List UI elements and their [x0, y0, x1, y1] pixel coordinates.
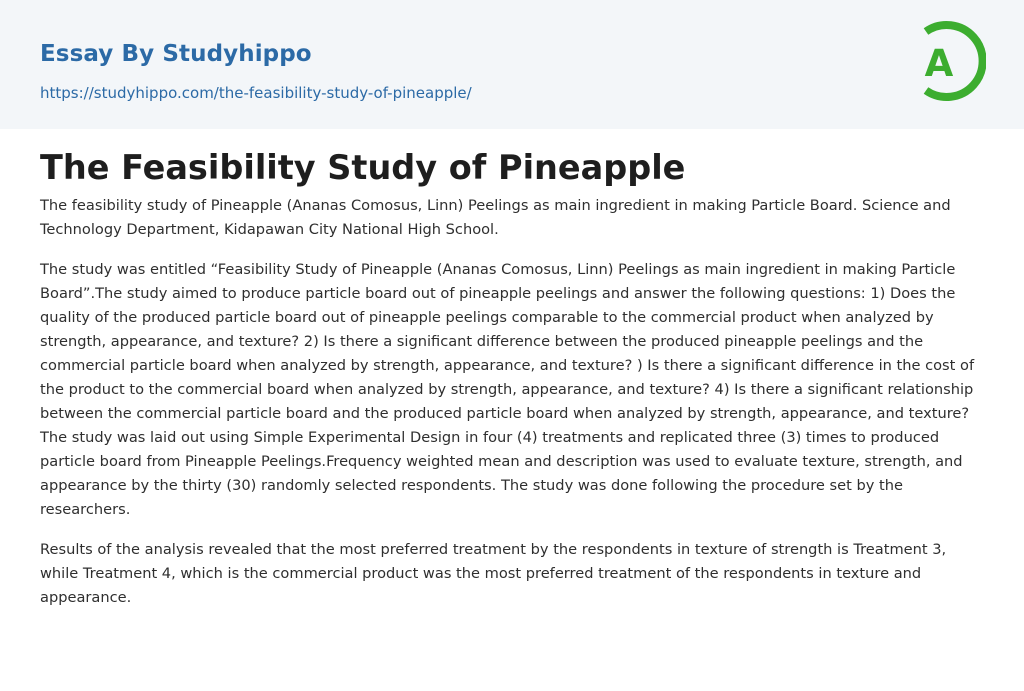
source-url-link[interactable]: https://studyhippo.com/the-feasibility-study-of-pineapple/ [40, 84, 472, 102]
logo-letter: A [924, 42, 954, 85]
page-title: The Feasibility Study of Pineapple [40, 148, 686, 187]
article-paragraph: The study was entitled “Feasibility Study of Pineapple (Ananas Comosus, Linn) Peelings as main ingredient in making Particle Board”.The study aimed to produce particle board out of pineapple peelings and answer the following questions: 1) Does the quality of the produced particle board out of pineapple peelings comparable to the commercial product when analyzed by strength, appearance, and texture? 2) Is there a significant difference between the produced pineapple peelings and the commercial particle board when analyzed by strength, appearance, and texture? ) Is there a significant difference in the cost of the product to the commercial board when analyzed by strength, appearance, and texture? 4) Is there a significant relationship between the commercial particle board and the produced particle board when analyzed by strength, appearance, and texture? The study was laid out using Simple Experimental Design in four (4) treatments and replicated three (3) times to produced particle board from Pineapple Peelings.Frequency weighted mean and description was used to evaluate texture, strength, and appearance by the thirty (30) randomly selected respondents. The study was done following the procedure set by the researchers. [40, 261, 975, 518]
studyhippo-logo-icon[interactable] [912, 19, 986, 105]
article [0, 129, 1024, 610]
article-paragraph: The feasibility study of Pineapple (Ananas Comosus, Linn) Peelings as main ingredient in making Particle Board. Science and Technology Department, Kidapawan City National High School. [40, 197, 951, 238]
site-brand[interactable]: Essay By Studyhippo [40, 41, 312, 67]
site-header [0, 0, 1024, 129]
article-paragraph: Results of the analysis revealed that the most preferred treatment by the respondents in texture of strength is Treatment 3, while Treatment 4, which is the commercial product was the most preferred treatment of the respondents in texture and appearance. [40, 541, 947, 606]
